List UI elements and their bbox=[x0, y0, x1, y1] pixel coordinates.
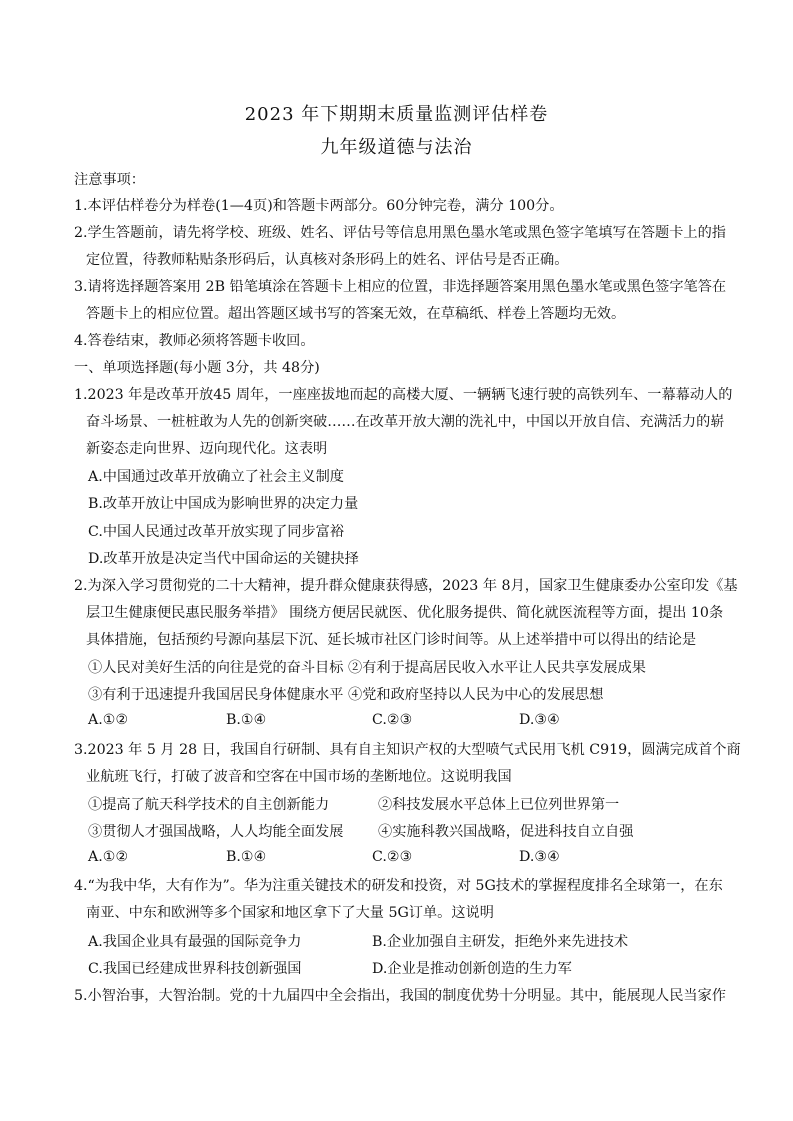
question-1-text: 奋斗场景、一桩桩敢为人先的创新突破……在改革开放大潮的洗礼中，中国以开放自信、充满活力的崭 bbox=[86, 414, 725, 430]
question-4-option-c: C.我国已经建成世界科技创新强国 bbox=[88, 961, 302, 977]
question-2-statement-2: ②有利于提高居民收入水平让人民共享发展成果 bbox=[348, 660, 646, 676]
question-2-option-d: D.③④ bbox=[519, 712, 560, 728]
question-3-option-a: A.①② bbox=[88, 849, 129, 865]
note-item: 定位置，待教师粘贴条形码后，认真核对条形码上的姓名、评估号是否正确。 bbox=[86, 252, 569, 268]
exam-subtitle: 九年级道德与法治 bbox=[320, 137, 473, 158]
question-1-text: 1.2023 年是改革开放45 周年，一座座拔地而起的高楼大厦、一辆辆飞速行驶的高铁列车、一幕幕动人的 bbox=[74, 387, 733, 403]
question-2-option-b: B.①④ bbox=[226, 712, 267, 728]
question-2-option-c: C.②③ bbox=[372, 712, 413, 728]
note-item: 4.答卷结束，教师必须将答题卡收回。 bbox=[74, 333, 315, 349]
note-item: 答题卡上的相应位置。超出答题区域书写的答案无效，在草稿纸、样卷上答题均无效。 bbox=[86, 306, 626, 322]
section-heading: 一、单项选择题(每小题 3分，共 48分) bbox=[74, 360, 320, 376]
note-item: 2.学生答题前，请先将学校、班级、姓名、评估号等信息用黑色墨水笔或黑色签字笔填写在答题卡上的指 bbox=[74, 225, 726, 241]
question-3-text: 业航班飞行，打破了波音和空客在中国市场的垄断地位。这说明我国 bbox=[86, 769, 512, 785]
question-4-option-a: A.我国企业具有最强的国际竞争力 bbox=[88, 934, 302, 950]
question-1-option-d: D.改革开放是决定当代中国命运的关键抉择 bbox=[88, 551, 359, 567]
question-2-text: 2.为深入学习贯彻党的二十大精神，提升群众健康获得感，2023 年 8月，国家卫生健康委办公室印发《基 bbox=[74, 578, 738, 594]
question-2-statement-3: ③有利于迅速提升我国居民身体健康水平 bbox=[88, 687, 344, 703]
question-3-statement-3: ③贯彻人才强国战略，人人均能全面发展 bbox=[88, 824, 344, 840]
question-4-option-d: D.企业是推动创新创造的生力军 bbox=[372, 961, 572, 977]
question-3-statement-4: ④实施科教兴国战略，促进科技自立自强 bbox=[378, 824, 634, 840]
question-3-statement-1: ①提高了航天科学技术的自主创新能力 bbox=[88, 797, 330, 813]
question-2-text: 具体措施，包括预约号源向基层下沉、延长城市社区门诊时间等。从上述举措中可以得出的结论是 bbox=[86, 632, 697, 648]
question-2-option-a: A.①② bbox=[88, 712, 129, 728]
question-4-text: 南亚、中东和欧洲等多个国家和地区拿下了大量 5G订单。这说明 bbox=[86, 905, 494, 921]
question-4-option-b: B.企业加强自主研发，拒绝外来先进技术 bbox=[372, 934, 629, 950]
question-1-option-c: C.中国人民通过改革开放实现了同步富裕 bbox=[88, 524, 345, 540]
question-3-option-d: D.③④ bbox=[519, 849, 560, 865]
question-4-text: 4.“为我中华，大有作为”。华为注重关键技术的研发和投资，对 5G技术的掌握程度排名全球第一，在东 bbox=[74, 878, 723, 894]
question-1-option-a: A.中国通过改革开放确立了社会主义制度 bbox=[88, 469, 344, 485]
question-3-text: 3.2023 年 5 月 28 日，我国自行研制、具有自主知识产权的大型喷气式民用飞机 C919，圆满完成首个商 bbox=[74, 742, 741, 758]
question-1-text: 新姿态走向世界、迈向现代化。这表明 bbox=[86, 441, 328, 457]
note-item: 1.本评估样卷分为样卷(1—4页)和答题卡两部分。60分钟完卷，满分 100分。 bbox=[74, 198, 564, 214]
question-3-statement-2: ②科技发展水平总体上已位列世界第一 bbox=[378, 797, 620, 813]
question-5-text: 5.小智治事，大智治制。党的十九届四中全会指出，我国的制度优势十分明显。其中，能展现人民当家作 bbox=[74, 988, 726, 1004]
question-1-option-b: B.改革开放让中国成为影响世界的决定力量 bbox=[88, 496, 359, 512]
question-3-option-b: B.①④ bbox=[226, 849, 267, 865]
notes-heading: 注意事项： bbox=[74, 172, 145, 188]
question-3-option-c: C.②③ bbox=[372, 849, 413, 865]
exam-title: 2023 年下期期末质量监测评估样卷 bbox=[244, 104, 549, 125]
question-2-text: 层卫生健康便民惠民服务举措》 围绕方便居民就医、优化服务提供、简化就医流程等方面，提出 10条 bbox=[86, 605, 724, 621]
question-2-statement-4: ④党和政府坚持以人民为中心的发展思想 bbox=[348, 687, 604, 703]
question-2-statement-1: ①人民对美好生活的向往是党的奋斗目标 bbox=[88, 660, 344, 676]
note-item: 3.请将选择题答案用 2B 铅笔填涂在答题卡上相应的位置，非选择题答案用黑色墨水笔或黑色签字笔答在 bbox=[74, 279, 727, 295]
